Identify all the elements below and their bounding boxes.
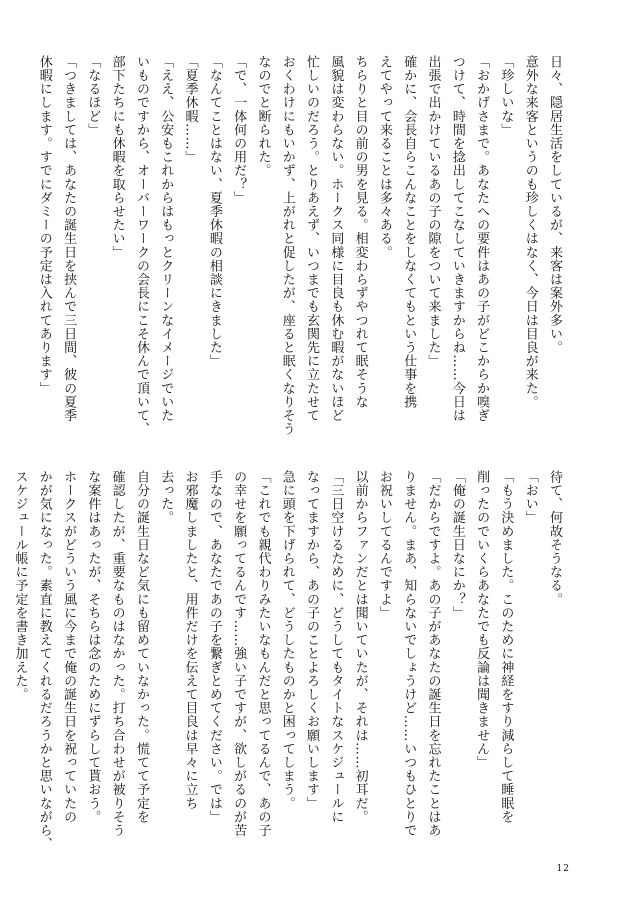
text-column: 出張で出かけているあの子の隙をついて来ました」 <box>425 55 441 368</box>
text-column: ホークスがどういう風に今まで俺の誕生日を祝っていたの <box>61 470 77 824</box>
text-column: 「おかげさまで。あなたへの要件はあの子がどこからか嗅ぎ <box>474 55 490 423</box>
text-column: 「で、一体何の用だ？」 <box>231 55 247 205</box>
text-block-lower <box>12 470 566 855</box>
text-column: お邪魔しましたと、用件だけを伝えて目良は早々に立ち <box>182 470 198 810</box>
text-column: 「つきましては、あなたの誕生日を挟んで三日間、彼の夏季 <box>61 55 77 423</box>
text-column: えてやって来ることは多々ある。 <box>376 55 392 259</box>
text-column: お祝いしてるんですよ」 <box>376 470 392 620</box>
text-column: 手なので、あなたであの子を繋ぎとめてください。では」 <box>206 470 222 824</box>
text-column: 確かに、会長自らこんなことをしなくてもという仕事を携 <box>401 55 417 409</box>
text-column: 「なるほど」 <box>85 55 101 137</box>
text-column: 自分の誕生日など気にも留めていなかった。慌てて予定を <box>133 470 149 824</box>
text-column: 去った。 <box>158 470 174 525</box>
text-column: の幸せを願ってるんです……強い子ですが、欲しがるのが苦 <box>231 470 247 838</box>
text-column: 削ったのでいくらあなたでも反論は聞きません」 <box>474 470 490 770</box>
text-column: 「三日空けるために、どうしてもタイトなスケジュールに <box>328 470 344 824</box>
text-column: 「夏季休暇……」 <box>182 55 198 164</box>
text-column: りません。まあ、知らないでしょうけど……いつもひとりで <box>401 470 417 838</box>
text-column: 「だからですよ。あの子があなたの誕生日を忘れたことはあ <box>425 470 441 838</box>
text-column: 「俺の誕生日なにか？」 <box>449 470 465 620</box>
text-column: なってますから、あの子のことよろしくお願いします」 <box>304 470 320 810</box>
text-column: 「おい」 <box>522 470 538 525</box>
text-column: スケジュール帳に予定を書き加えた。 <box>12 470 28 702</box>
text-column: 待て、何故そうなる。 <box>547 470 562 606</box>
text-block-upper <box>36 55 566 440</box>
text-column: な案件はあったが、そちらは念のためにずらして貰おう。 <box>85 470 101 824</box>
text-column: 日々、隠居生活をしているが、来客は案外多い。 <box>547 55 562 355</box>
text-column: なのでと断られた。 <box>255 55 271 178</box>
text-column: 休暇にします。すでにダミーの予定は入れてあります」 <box>36 55 52 395</box>
text-column: 「珍しいな」 <box>498 55 514 137</box>
text-column: いものですから、オーバーワークの会長にこそ休んで頂いて、 <box>133 55 149 436</box>
text-column: 意外な来客というのも珍しくはなく、今日は目良が来た。 <box>522 55 538 409</box>
page-number: 12 <box>556 864 570 874</box>
text-column: つけて、時間を捻出してこなしていきますからね……今日は <box>449 55 465 423</box>
text-column: 「ええ、公安もこれからはもっとクリーンなイメージでいた <box>158 55 174 423</box>
text-column: 「これでも親代わりみたいなもんだと思ってるんで、あの子 <box>255 470 271 838</box>
text-column: かが気になった。素直に教えてくれるだろうかと思いながら、 <box>36 470 52 851</box>
text-column: ちらりと目の前の男を見る。相変わらずやつれて眠そうな <box>352 55 368 409</box>
text-column: 忙しいのだろう。とりあえず、いつまでも玄関先に立たせて <box>304 55 320 423</box>
text-column: 以前からファンだとは聞いていたが、それは……初耳だ。 <box>352 470 368 824</box>
text-column: 「なんてことはない、夏季休暇の相談にきました」 <box>206 55 222 368</box>
text-column: 急に頭を下げられて、どうしたものかと困ってしまう。 <box>279 470 295 810</box>
text-column: 確認したが、重要なものはなかった。打ち合わせが被りそう <box>109 470 125 838</box>
text-column: 風貌は変わらない。ホークス同様に目良も休む暇がないほど <box>328 55 344 423</box>
text-column: 「もう決めました。このために神経をすり減らして睡眠を <box>498 470 514 824</box>
text-column: 部下たちにも休暇を取らせたい」 <box>109 55 125 259</box>
text-column: おくわけにもいかず、上がれと促したが、座ると眠くなりそう <box>279 55 295 436</box>
